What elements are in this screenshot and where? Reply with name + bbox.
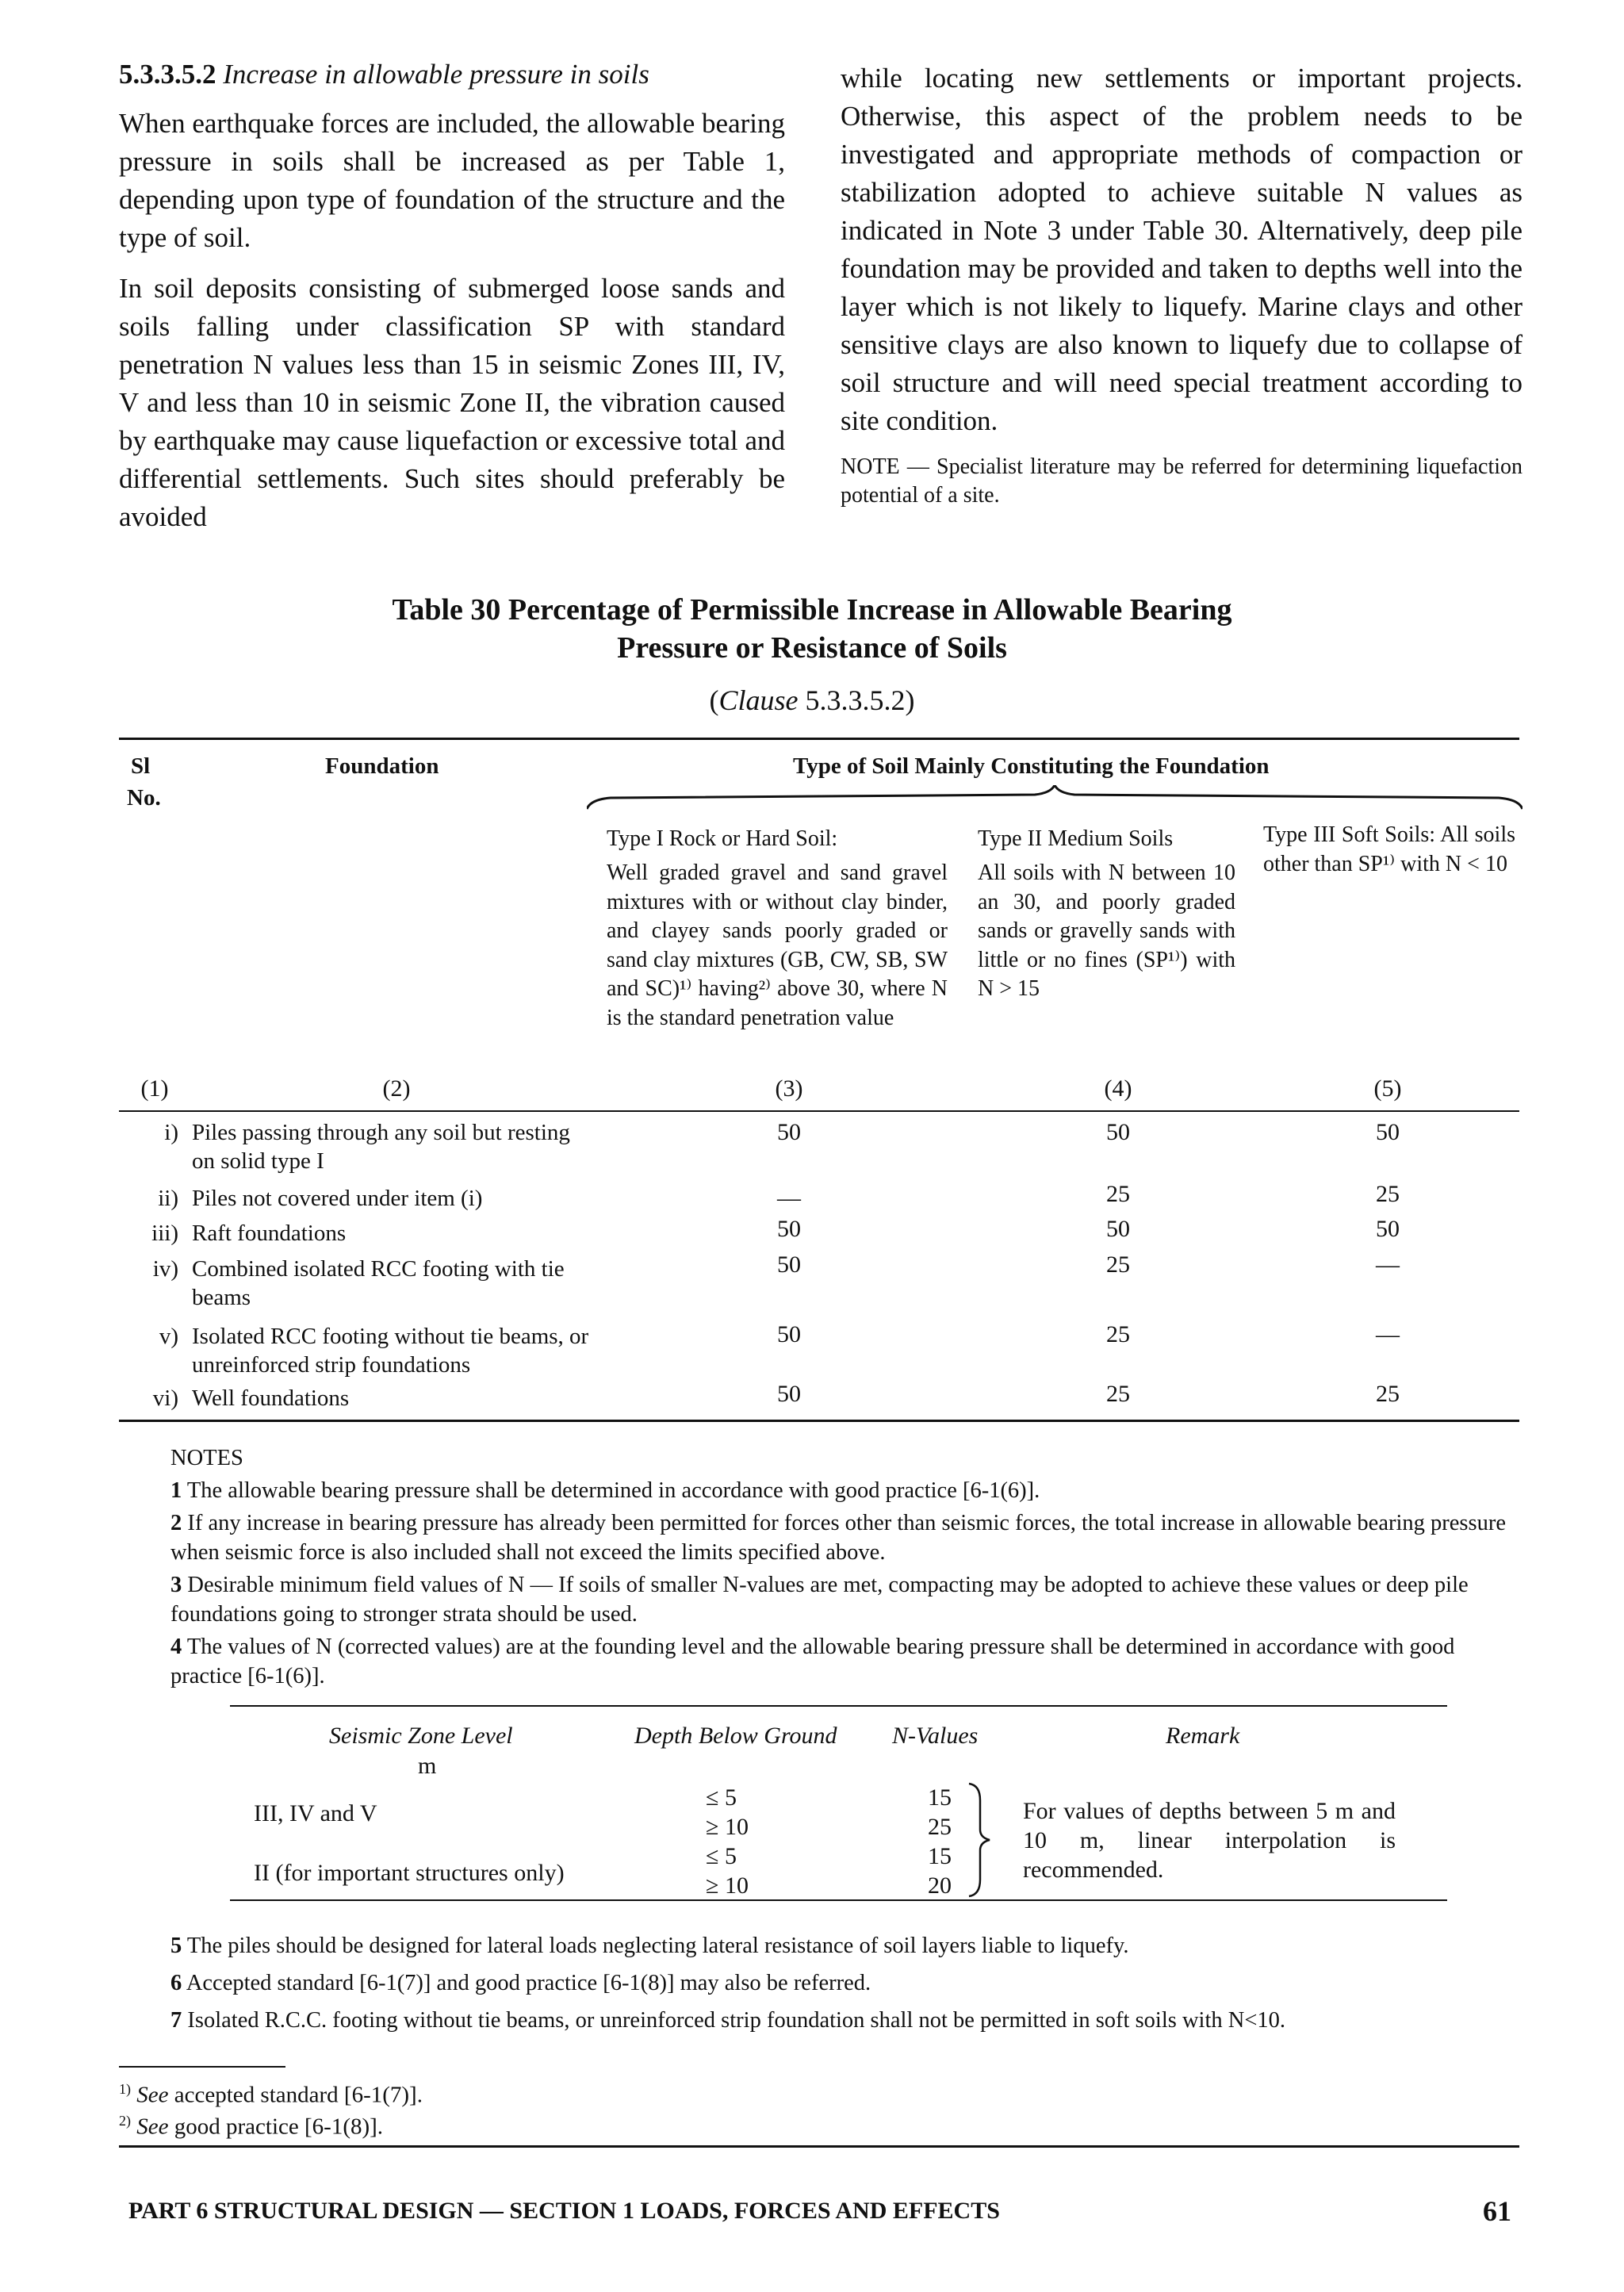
table-clause: (Clause 5.3.3.5.2) [709,684,915,716]
table-notes [170,1443,1511,1694]
note-4: 4 The values of N (corrected values) are at the founding level and the allowable bearing pressure shall be determined in accordance with good practice [6-1(6)]. [170,1635,1455,1688]
subtable-header-nvalues: N-Values [892,1723,979,1749]
table-title-line-2: Pressure or Resistance of Soils [617,631,1007,665]
table-top-rule [119,738,1519,740]
zone-row-2: II (for important structures only) [254,1860,565,1886]
nvalue-1: 15 [928,1784,952,1811]
note-2: 2 If any increase in bearing pressure has already been permitted for forces other than seismic forces, the total increase in allowable bearing pressure when seismic force is also included shall not exceed the limits specified above. [170,1511,1506,1565]
footer-rule [119,2145,1519,2148]
subtable-bottom-rule [230,1899,1447,1901]
header-sl: Sl [131,753,151,779]
depth-4: ≥ 10 [706,1872,749,1899]
header-no: No. [127,785,161,811]
table-bottom-rule [119,1420,1519,1422]
nvalues-brace [966,1780,998,1899]
header-foundation: Foundation [325,753,439,779]
type1-title: Type I Rock or Hard Soil: [607,826,838,851]
page-number: 61 [1483,2195,1511,2227]
subtable-remark: For values of depths between 5 m and 10 m, linear interpolation is recommended. [1023,1798,1396,1883]
note-1: 1 The allowable bearing pressure shall be determined in accordance with good practice [6-1(6)]. [170,1478,1040,1503]
note-5: 5 The piles should be designed for lateral loads neglecting lateral resistance of soil layers liable to liquefy. [170,1934,1129,1958]
notes-heading: NOTES [170,1446,243,1470]
note-3: 3 Desirable minimum field values of N — If soils of smaller N-values are met, compacting may be adopted to achieve these values or deep pile foundations going to stronger strata should be used. [170,1573,1469,1627]
footer-section-title: PART 6 STRUCTURAL DESIGN — SECTION 1 LOADS, FORCES AND EFFECTS [128,2198,1000,2224]
nvalue-4: 20 [928,1872,952,1899]
subtable-header-remark: Remark [1166,1723,1240,1749]
type2-title: Type II Medium Soils [978,826,1174,851]
depth-1: ≤ 5 [706,1784,737,1811]
footnote-1: $^{1)}$ See accepted standard [6-1(7)]. [119,2081,423,2108]
section-heading [119,56,785,94]
paragraph-2: In soil deposits consisting of submerged loose sands and soils falling under classification SP with standard penetration N values less than 15 in seismic Zones III, IV, V and less than 10 in seismic Zone II, the vibration caused by earthquake may cause liquefaction or excessive total and differential settlements. Such sites should preferably be avoided [119,273,785,532]
paragraph-3: while locating new settlements or important projects. Otherwise, this aspect of the problem needs to be investigated and appropriate methods of compaction or stabilization adopted to achieve suitable N values as indicated in Note 3 under Table 30. Alternatively, deep pile foundation may be provided and taken to depths well into the layer which is not likely to liquefy. Marine clays and other sensitive clays are also known to liquefy due to collapse of soil structure and will need special treatment according to site condition. [841,63,1522,436]
note-6: 6 Accepted standard [6-1(7)] and good practice [6-1(8)] may also be referred. [170,1971,871,1995]
note-7: 7 Isolated R.C.C. footing without tie beams, or unreinforced strip foundation shall not be permitted in soft soils with N<10. [170,2008,1286,2033]
depth-2: ≥ 10 [706,1814,749,1840]
col-number-4: (4) [1104,1075,1132,1102]
left-column [119,56,785,549]
section-number: 5.3.3.5.2 [119,59,216,90]
clause-ref: 5.3.3.5.2 [805,684,906,716]
zone-row-1: III, IV and V [254,1800,377,1826]
clause-label: Clause [718,684,799,716]
subtable-header-zone: Seismic Zone Level [329,1723,513,1749]
depth-3: ≤ 5 [706,1843,737,1869]
footnote-rule [119,2066,285,2068]
paragraph-1: When earthquake forces are included, the allowable bearing pressure in soils shall be increased as per Table 1, depending upon type of foundation of the structure and the type of soil. [119,108,785,253]
col-number-5: (5) [1373,1075,1402,1102]
subtable-header-depth: Depth Below Ground [634,1723,837,1749]
right-column [841,59,1522,523]
table-title-line-1: Table 30 Percentage of Permissible Increase in Allowable Bearing [392,593,1232,627]
type2-description: All soils with N between 10 an 30, and poorly graded sands or gravelly sands with little or no fines (SP¹⁾) with N > 15 [978,860,1235,1001]
subtable-top-rule [230,1705,1447,1707]
column-number-rule [119,1110,1519,1112]
type1-description: Well graded gravel and sand gravel mixtures with or without clay binder, and clayey sands poorly graded or sand clay mixtures (GB, CW, SB, SW and SC)¹⁾ having²⁾ above 30, where N is the standard penetration value [607,860,948,1030]
table-notes-continued [170,1931,1511,2038]
footnote-2: $^{2)}$ See good practice [6-1(8)]. [119,2113,384,2140]
subtable-depth-unit: m [418,1753,437,1779]
col-number-3: (3) [775,1075,803,1102]
liquefaction-note: NOTE — Specialist literature may be referred for determining liquefaction potential of a site. [841,454,1522,508]
col-number-1: (1) [140,1075,169,1102]
nvalue-2: 25 [928,1814,952,1840]
section-title: Increase in allowable pressure in soils [223,59,649,90]
col-number-2: (2) [382,1075,411,1102]
nvalue-3: 15 [928,1843,952,1869]
header-soil-type: Type of Soil Mainly Constituting the Foundation [793,753,1270,779]
type3-description: Type III Soft Soils: All soils other than SP¹⁾ with N < 10 [1263,822,1515,876]
soil-type-brace [587,785,1522,817]
